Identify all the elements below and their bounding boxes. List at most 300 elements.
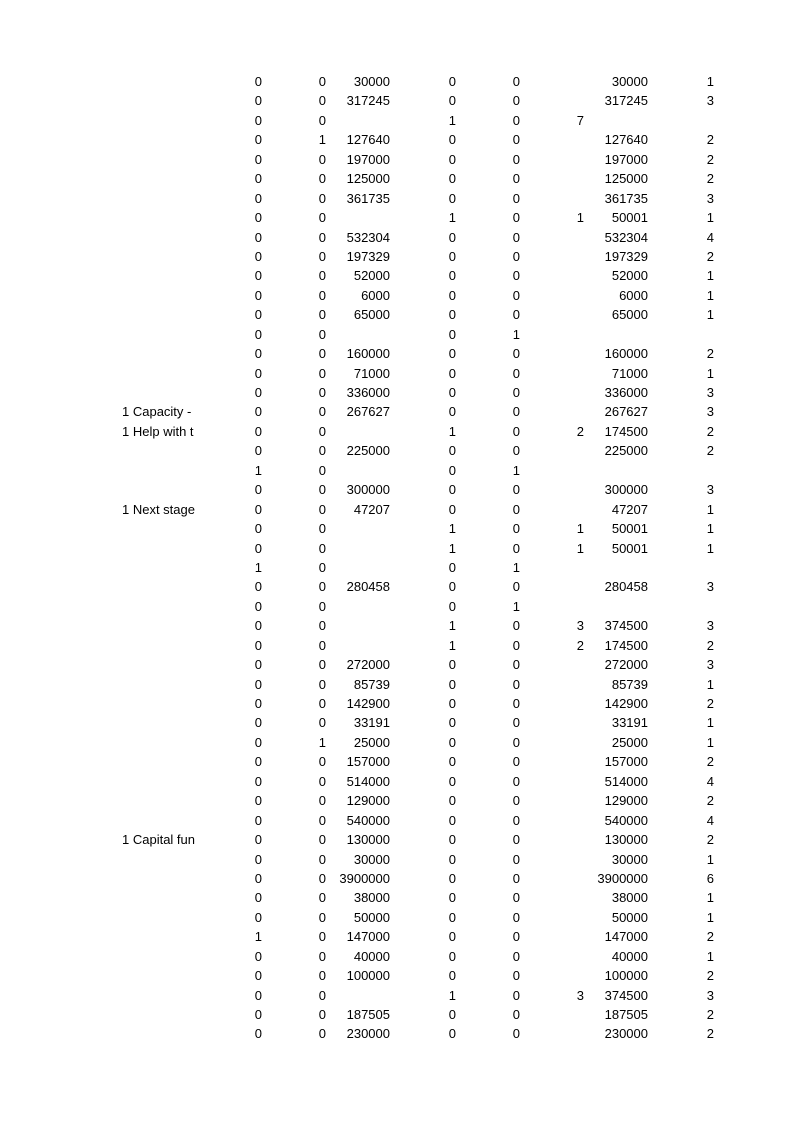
col4-cell: 1: [448, 423, 456, 439]
col2-cell: 0: [318, 171, 326, 187]
col4-cell: 0: [448, 93, 456, 109]
col1-cell: 0: [254, 287, 262, 303]
col2-cell: 0: [318, 404, 326, 420]
col1-cell: 0: [254, 579, 262, 595]
col7-value-cell: 142900: [604, 696, 648, 711]
col7-value-cell: 361735: [604, 190, 648, 206]
col5-cell: 0: [512, 793, 520, 809]
col5-cell: 0: [512, 657, 520, 673]
col6-cell: 3: [576, 987, 584, 1003]
table-row: [0, 441, 800, 460]
col5-cell: 0: [512, 248, 520, 264]
col2-cell: 0: [318, 540, 326, 556]
col8-cell: 1: [706, 676, 714, 692]
col8-cell: 3: [706, 987, 714, 1003]
col2-cell: 0: [318, 93, 326, 109]
col5-cell: 1: [512, 559, 520, 575]
col4-cell: 0: [448, 657, 456, 673]
col7-value-cell: 374500: [604, 987, 648, 1003]
col7-value-cell: 38000: [611, 890, 648, 906]
col1-cell: 0: [254, 812, 262, 828]
col2-cell: 0: [318, 521, 326, 537]
col1-cell: 0: [254, 443, 262, 459]
col4-cell: 0: [448, 365, 456, 381]
col1-cell: 0: [254, 326, 262, 342]
table-row: [0, 791, 800, 810]
col5-cell: 0: [512, 676, 520, 692]
table-row: [0, 558, 800, 577]
col2-cell: 0: [318, 423, 326, 439]
col1-cell: 0: [254, 404, 262, 420]
col3-value-cell: 52000: [353, 268, 390, 284]
col7-value-cell: 33191: [611, 715, 648, 731]
col2-cell: 0: [318, 268, 326, 284]
col7-value-cell: 230000: [604, 1026, 648, 1042]
table-row: [0, 539, 800, 558]
col4-cell: 0: [448, 501, 456, 517]
col7-value-cell: 129000: [604, 793, 648, 809]
col8-cell: 6: [706, 870, 714, 886]
col1-cell: 0: [254, 754, 262, 770]
col2-cell: 0: [318, 326, 326, 342]
col2-cell: 0: [318, 754, 326, 770]
col5-cell: 0: [512, 870, 520, 886]
col1-cell: 0: [254, 832, 262, 848]
col2-cell: 0: [318, 579, 326, 595]
col2-cell: 0: [318, 890, 326, 906]
col1-cell: 0: [254, 346, 262, 362]
col2-cell: 0: [318, 618, 326, 634]
col4-cell: 0: [448, 948, 456, 964]
col2-cell: 0: [318, 248, 326, 264]
col7-value-cell: 272000: [604, 657, 648, 673]
col1-cell: 0: [254, 598, 262, 614]
col8-cell: 2: [706, 1026, 714, 1042]
col3-value-cell: 47207: [353, 501, 390, 517]
col2-cell: 0: [318, 210, 326, 226]
col8-cell: 2: [706, 754, 714, 770]
col2-cell: 0: [318, 74, 326, 89]
col4-cell: 0: [448, 1007, 456, 1022]
col4-cell: 0: [448, 832, 456, 848]
col1-cell: 0: [254, 1026, 262, 1042]
col7-value-cell: 25000: [611, 734, 648, 750]
col3-value-cell: 129000: [346, 793, 390, 809]
col5-cell: 0: [512, 1007, 520, 1022]
table-row: [0, 130, 800, 149]
col7-value-cell: 40000: [611, 948, 648, 964]
col7-value-cell: 6000: [619, 287, 648, 303]
table-row: [0, 888, 800, 907]
col4-cell: 0: [448, 696, 456, 711]
col5-cell: 0: [512, 812, 520, 828]
table-row: [0, 111, 800, 130]
col4-cell: 0: [448, 579, 456, 595]
col7-value-cell: 317245: [604, 93, 648, 109]
col4-cell: 0: [448, 909, 456, 925]
col4-cell: 0: [448, 559, 456, 575]
col7-value-cell: 336000: [604, 385, 648, 400]
col4-cell: 0: [448, 773, 456, 789]
col1-cell: 0: [254, 637, 262, 653]
col1-cell: 0: [254, 74, 262, 89]
col1-cell: 0: [254, 151, 262, 167]
col7-value-cell: 157000: [604, 754, 648, 770]
col3-value-cell: 532304: [346, 229, 390, 245]
table-row: [0, 91, 800, 110]
col2-cell: 0: [318, 443, 326, 459]
col4-cell: 1: [448, 618, 456, 634]
col4-cell: 0: [448, 676, 456, 692]
col5-cell: 0: [512, 715, 520, 731]
col2-cell: 1: [318, 734, 326, 750]
row-label-cell: 1 Help with t: [122, 423, 194, 439]
col4-cell: 1: [448, 987, 456, 1003]
col4-cell: 0: [448, 462, 456, 478]
table-row: [0, 675, 800, 694]
table-row: [0, 480, 800, 499]
col1-cell: 1: [254, 559, 262, 575]
col4-cell: 0: [448, 229, 456, 245]
col1-cell: 0: [254, 501, 262, 517]
col8-cell: 2: [706, 151, 714, 167]
col8-cell: 2: [706, 696, 714, 711]
col4-cell: 0: [448, 851, 456, 867]
col1-cell: 0: [254, 1007, 262, 1022]
col5-cell: 0: [512, 443, 520, 459]
col2-cell: 0: [318, 307, 326, 323]
col6-cell: 2: [576, 637, 584, 653]
col4-cell: 0: [448, 598, 456, 614]
col7-value-cell: 160000: [604, 346, 648, 362]
col3-value-cell: 157000: [346, 754, 390, 770]
col3-value-cell: 100000: [346, 968, 390, 984]
col2-cell: 0: [318, 112, 326, 128]
table-row: [0, 228, 800, 247]
col8-cell: 2: [706, 248, 714, 264]
col3-value-cell: 540000: [346, 812, 390, 828]
col2-cell: 0: [318, 773, 326, 789]
col1-cell: 1: [254, 929, 262, 945]
table-row: [0, 733, 800, 752]
col2-cell: 0: [318, 793, 326, 809]
table-row: [0, 772, 800, 791]
col5-cell: 0: [512, 229, 520, 245]
col3-value-cell: 230000: [346, 1026, 390, 1042]
col5-cell: 0: [512, 734, 520, 750]
table-row: [0, 72, 800, 91]
col3-value-cell: 336000: [346, 385, 390, 400]
col1-cell: 0: [254, 307, 262, 323]
col1-cell: 0: [254, 540, 262, 556]
col2-cell: 0: [318, 968, 326, 984]
col4-cell: 0: [448, 929, 456, 945]
table-row: [0, 461, 800, 480]
col8-cell: 1: [706, 521, 714, 537]
col7-value-cell: 65000: [611, 307, 648, 323]
col4-cell: 0: [448, 248, 456, 264]
col5-cell: 0: [512, 151, 520, 167]
col4-cell: 0: [448, 346, 456, 362]
table-row: [0, 422, 800, 441]
col5-cell: 0: [512, 773, 520, 789]
col2-cell: 0: [318, 948, 326, 964]
col5-cell: 0: [512, 423, 520, 439]
col8-cell: 1: [706, 307, 714, 323]
col6-cell: 3: [576, 618, 584, 634]
table-row: [0, 208, 800, 227]
table-row: [0, 752, 800, 771]
col8-cell: 1: [706, 540, 714, 556]
col8-cell: 2: [706, 423, 714, 439]
col8-cell: 3: [706, 482, 714, 498]
col7-value-cell: 197329: [604, 248, 648, 264]
col2-cell: 1: [318, 132, 326, 148]
col5-cell: 0: [512, 268, 520, 284]
col3-value-cell: 71000: [353, 365, 390, 381]
table-row: [0, 1024, 800, 1043]
col7-value-cell: 197000: [604, 151, 648, 167]
col2-cell: 0: [318, 870, 326, 886]
col2-cell: 0: [318, 657, 326, 673]
col4-cell: 0: [448, 482, 456, 498]
col7-value-cell: 30000: [611, 74, 648, 89]
col3-value-cell: 50000: [353, 909, 390, 925]
col7-value-cell: 225000: [604, 443, 648, 459]
col1-cell: 0: [254, 987, 262, 1003]
col5-cell: 0: [512, 501, 520, 517]
col4-cell: 0: [448, 890, 456, 906]
table-row: [0, 655, 800, 674]
col1-cell: 0: [254, 365, 262, 381]
col5-cell: 0: [512, 909, 520, 925]
col3-value-cell: 33191: [353, 715, 390, 731]
col5-cell: 0: [512, 968, 520, 984]
table-row: [0, 597, 800, 616]
col4-cell: 0: [448, 734, 456, 750]
col4-cell: 1: [448, 540, 456, 556]
col4-cell: 0: [448, 151, 456, 167]
col3-value-cell: 38000: [353, 890, 390, 906]
col5-cell: 0: [512, 929, 520, 945]
col4-cell: 0: [448, 190, 456, 206]
col5-cell: 0: [512, 754, 520, 770]
col7-value-cell: 127640: [604, 132, 648, 148]
col3-value-cell: 25000: [353, 734, 390, 750]
col1-cell: 0: [254, 385, 262, 400]
col8-cell: 3: [706, 618, 714, 634]
col7-value-cell: 50001: [611, 210, 648, 226]
col3-value-cell: 40000: [353, 948, 390, 964]
col4-cell: 0: [448, 754, 456, 770]
table-row: [0, 636, 800, 655]
col3-value-cell: 197329: [346, 248, 390, 264]
col8-cell: 1: [706, 287, 714, 303]
col5-cell: 0: [512, 637, 520, 653]
col5-cell: 0: [512, 890, 520, 906]
col7-value-cell: 174500: [604, 423, 648, 439]
col2-cell: 0: [318, 929, 326, 945]
col3-value-cell: 147000: [346, 929, 390, 945]
col3-value-cell: 65000: [353, 307, 390, 323]
table-row: [0, 850, 800, 869]
col7-value-cell: 147000: [604, 929, 648, 945]
col3-value-cell: 361735: [346, 190, 390, 206]
col2-cell: 0: [318, 1026, 326, 1042]
col3-value-cell: 160000: [346, 346, 390, 362]
col2-cell: 0: [318, 462, 326, 478]
col2-cell: 0: [318, 676, 326, 692]
col7-value-cell: 71000: [611, 365, 648, 381]
col2-cell: 0: [318, 151, 326, 167]
col8-cell: 2: [706, 1007, 714, 1022]
col2-cell: 0: [318, 851, 326, 867]
col8-cell: 2: [706, 132, 714, 148]
col7-value-cell: 514000: [604, 773, 648, 789]
table-row: [0, 694, 800, 713]
col1-cell: 0: [254, 521, 262, 537]
col7-value-cell: 540000: [604, 812, 648, 828]
col1-cell: 0: [254, 657, 262, 673]
col1-cell: 0: [254, 734, 262, 750]
col5-cell: 0: [512, 307, 520, 323]
col1-cell: 0: [254, 248, 262, 264]
col3-value-cell: 280458: [346, 579, 390, 595]
col5-cell: 0: [512, 1026, 520, 1042]
col5-cell: 0: [512, 404, 520, 420]
col3-value-cell: 130000: [346, 832, 390, 848]
col3-value-cell: 267627: [346, 404, 390, 420]
col8-cell: 2: [706, 793, 714, 809]
col4-cell: 0: [448, 307, 456, 323]
table-row: [0, 169, 800, 188]
col5-cell: 0: [512, 851, 520, 867]
row-label-cell: 1 Capacity -: [122, 404, 192, 420]
table-row: [0, 500, 800, 519]
col8-cell: 3: [706, 657, 714, 673]
col8-cell: 1: [706, 365, 714, 381]
col7-value-cell: 50000: [611, 909, 648, 925]
col8-cell: 3: [706, 190, 714, 206]
col5-cell: 0: [512, 618, 520, 634]
col8-cell: 1: [706, 851, 714, 867]
spreadsheet-page: [0, 72, 800, 1044]
table-row: [0, 325, 800, 344]
col6-cell: 1: [576, 521, 584, 537]
col3-value-cell: 272000: [346, 657, 390, 673]
col1-cell: 0: [254, 618, 262, 634]
col7-value-cell: 47207: [611, 501, 648, 517]
col3-value-cell: 30000: [353, 74, 390, 89]
col2-cell: 0: [318, 287, 326, 303]
col8-cell: 3: [706, 385, 714, 400]
col2-cell: 0: [318, 909, 326, 925]
col2-cell: 0: [318, 696, 326, 711]
col1-cell: 0: [254, 268, 262, 284]
col5-cell: 0: [512, 987, 520, 1003]
col1-cell: 0: [254, 890, 262, 906]
col5-cell: 0: [512, 132, 520, 148]
col1-cell: 0: [254, 132, 262, 148]
col2-cell: 0: [318, 832, 326, 848]
col2-cell: 0: [318, 229, 326, 245]
col4-cell: 0: [448, 268, 456, 284]
col6-cell: 2: [576, 423, 584, 439]
col3-value-cell: 127640: [346, 132, 390, 148]
col4-cell: 0: [448, 443, 456, 459]
table-row: [0, 908, 800, 927]
col7-value-cell: 130000: [604, 832, 648, 848]
col8-cell: 2: [706, 637, 714, 653]
col3-value-cell: 187505: [346, 1007, 390, 1022]
col8-cell: 1: [706, 909, 714, 925]
table-row: [0, 305, 800, 324]
col8-cell: 3: [706, 404, 714, 420]
col1-cell: 0: [254, 948, 262, 964]
col4-cell: 0: [448, 171, 456, 187]
col8-cell: 1: [706, 948, 714, 964]
col7-value-cell: 280458: [604, 579, 648, 595]
table-row: [0, 966, 800, 985]
table-row: [0, 247, 800, 266]
table-row: [0, 986, 800, 1005]
table-row: [0, 947, 800, 966]
col3-value-cell: 197000: [346, 151, 390, 167]
col1-cell: 0: [254, 190, 262, 206]
col5-cell: 0: [512, 482, 520, 498]
col5-cell: 0: [512, 346, 520, 362]
col7-value-cell: 532304: [604, 229, 648, 245]
col2-cell: 0: [318, 482, 326, 498]
col4-cell: 0: [448, 404, 456, 420]
col8-cell: 3: [706, 93, 714, 109]
table-row: [0, 364, 800, 383]
col7-value-cell: 85739: [611, 676, 648, 692]
col1-cell: 0: [254, 851, 262, 867]
col8-cell: 1: [706, 210, 714, 226]
col2-cell: 0: [318, 637, 326, 653]
col7-value-cell: 174500: [604, 637, 648, 653]
col3-value-cell: 514000: [346, 773, 390, 789]
table-row: [0, 616, 800, 635]
col1-cell: 0: [254, 715, 262, 731]
table-row: [0, 830, 800, 849]
col5-cell: 0: [512, 112, 520, 128]
col5-cell: 0: [512, 171, 520, 187]
table-row: [0, 150, 800, 169]
col5-cell: 0: [512, 210, 520, 226]
table-row: [0, 811, 800, 830]
col7-value-cell: 300000: [604, 482, 648, 498]
table-row: [0, 1005, 800, 1024]
col7-value-cell: 125000: [604, 171, 648, 187]
col7-value-cell: 50001: [611, 521, 648, 537]
col5-cell: 0: [512, 540, 520, 556]
col1-cell: 0: [254, 909, 262, 925]
row-label-cell: 1 Capital fun: [122, 832, 195, 848]
col1-cell: 0: [254, 482, 262, 498]
col1-cell: 0: [254, 171, 262, 187]
col2-cell: 0: [318, 598, 326, 614]
table-row: [0, 266, 800, 285]
col4-cell: 0: [448, 793, 456, 809]
table-row: [0, 869, 800, 888]
col3-value-cell: 300000: [346, 482, 390, 498]
col5-cell: 1: [512, 326, 520, 342]
col4-cell: 1: [448, 637, 456, 653]
col2-cell: 0: [318, 812, 326, 828]
col3-value-cell: 85739: [353, 676, 390, 692]
